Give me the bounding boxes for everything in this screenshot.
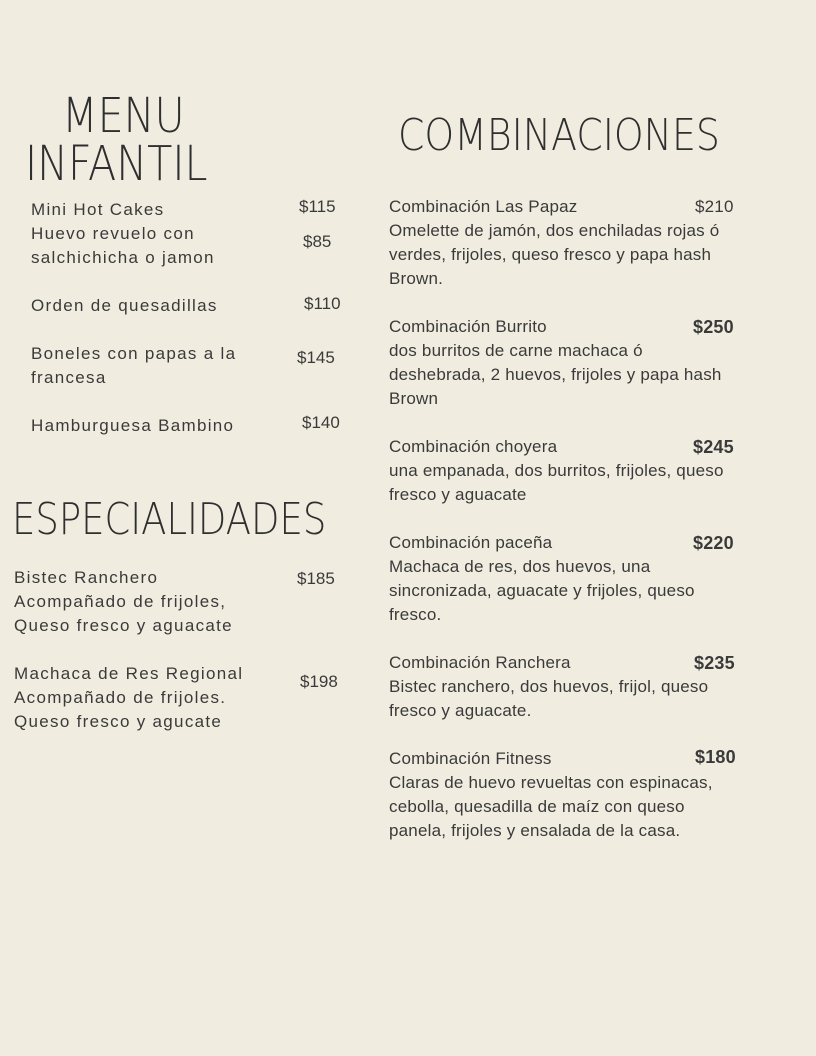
combo-name: Combinación Las Papaz [389, 197, 578, 216]
item-price: $115 [299, 197, 336, 216]
combo-name: Combinación Ranchera [389, 653, 571, 672]
combo-description: dos burritos de carne machaca ó deshebrada, 2 huevos, frijoles y papa hash Brown [389, 341, 722, 408]
combo-name: Combinación Burrito [389, 317, 547, 336]
item-name: Machaca de Res Regional [14, 664, 244, 683]
item-description: Acompañado de frijoles, [14, 592, 227, 611]
item-name: francesa [31, 368, 107, 387]
item-price: $145 [297, 348, 335, 367]
combo-item [389, 651, 739, 723]
menu-item [31, 198, 164, 222]
combo-description: Omelette de jamón, dos enchiladas rojas ó verdes, frijoles, queso fresco y papa hash Brown. [389, 221, 720, 288]
item-name: Bistec Ranchero [14, 568, 159, 587]
combo-description: Claras de huevo revueltas con espinacas, cebolla, quesadilla de maíz con queso panela, frijoles y ensalada de la casa. [389, 773, 713, 840]
combinaciones-title: COMBINACIONES [398, 110, 720, 161]
combo-item [389, 747, 739, 843]
combo-price: $250 [693, 317, 734, 337]
menu-infantil-title [25, 88, 208, 192]
combo-description: Machaca de res, dos huevos, una sincronizada, aguacate y frijoles, queso fresco. [389, 557, 695, 624]
item-name: Orden de quesadillas [31, 296, 218, 315]
item-name: salchichicha o jamon [31, 248, 215, 267]
combo-item [389, 315, 739, 411]
combo-price: $235 [694, 653, 735, 673]
especialidades-title: ESPECIALIDADES [12, 494, 327, 545]
menu-infantil-title-line: MENU [61, 88, 185, 144]
combo-description: una empanada, dos burritos, frijoles, queso fresco y aguacate [389, 461, 724, 504]
menu-item [14, 662, 243, 734]
item-name: Boneles con papas a la [31, 344, 237, 363]
combo-price: $245 [693, 437, 734, 457]
combo-price: $220 [693, 533, 734, 553]
item-price: $85 [303, 232, 332, 251]
item-price: $140 [302, 413, 340, 432]
combo-description: Bistec ranchero, dos huevos, frijol, queso fresco y aguacate. [389, 677, 709, 720]
menu-item [31, 414, 234, 438]
combo-name: Combinación paceña [389, 533, 553, 552]
item-description: Queso fresco y aguacate [14, 616, 233, 635]
item-price: $110 [304, 294, 341, 313]
combo-price: $210 [695, 197, 734, 216]
menu-item [31, 294, 218, 318]
item-description: Acompañado de frijoles. [14, 688, 227, 707]
combo-price: $180 [695, 747, 736, 767]
item-description: Queso fresco y agucate [14, 712, 223, 731]
menu-item [31, 222, 215, 270]
combo-name: Combinación choyera [389, 437, 558, 456]
item-name: Hamburguesa Bambino [31, 416, 235, 435]
combo-item [389, 531, 739, 627]
combo-item [389, 435, 739, 507]
item-name: Huevo revuelo con [31, 224, 195, 243]
item-price: $198 [300, 672, 338, 691]
combo-name: Combinación Fitness [389, 749, 552, 768]
menu-item [14, 566, 233, 638]
item-price: $185 [297, 569, 335, 588]
combo-item [389, 195, 739, 291]
menu-item [31, 342, 236, 390]
menu-infantil-title-line: INFANTIL [25, 136, 208, 192]
item-name: Mini Hot Cakes [31, 200, 165, 219]
